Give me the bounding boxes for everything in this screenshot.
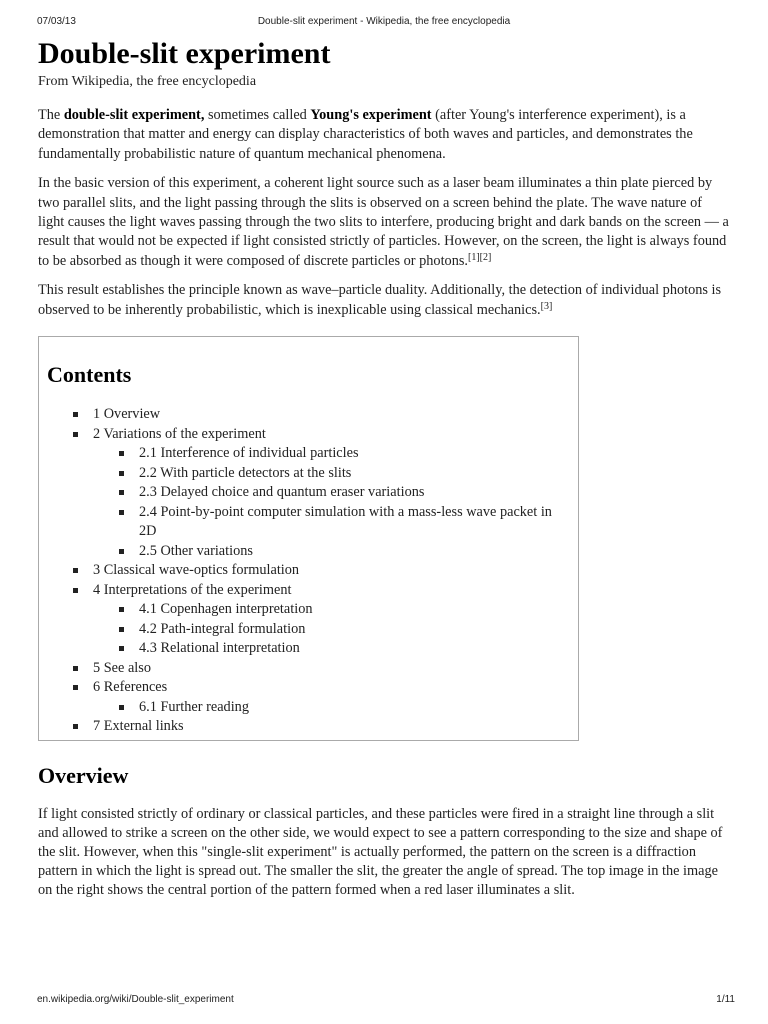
toc-list	[47, 405, 570, 737]
toc-subitem-label: 2.3 Delayed choice and quantum eraser variations	[139, 484, 425, 501]
bullet-icon	[73, 666, 78, 671]
page-title: Double-slit experiment	[38, 37, 331, 70]
print-url: en.wikipedia.org/wiki/Double-slit_experiment	[37, 994, 234, 1005]
toc-item-label: 3 Classical wave-optics formulation	[93, 562, 300, 579]
toc-item[interactable]	[47, 425, 570, 562]
bullet-icon	[119, 627, 124, 632]
toc-item[interactable]	[47, 405, 570, 425]
bullet-icon	[119, 510, 124, 515]
toc-subitem-label: 2.2 With particle detectors at the slits	[139, 464, 352, 481]
section-heading-overview: Overview	[38, 763, 129, 789]
site-subtitle: From Wikipedia, the free encyclopedia	[38, 74, 257, 89]
bullet-icon	[73, 685, 78, 690]
toc-subitem-label: 2.5 Other variations	[139, 542, 253, 559]
intro-p1-pre: The	[38, 107, 64, 123]
toc-subitem-label: 6.1 Further reading	[139, 698, 249, 715]
overview-paragraph: If light consisted strictly of ordinary or classical particles, and these particles were fired in a straight line through a slit and allowed to strike a screen on the other side, we would expect to see a pattern corresponding to the size and shape of the slit. However, when this "single-slit experiment" is actually performed, the pattern on the screen is a diffraction pattern in which the light is spread out. The smaller the slit, the greater the angle of spread. The top image in the image on the right shows the central portion of the pattern formed when a red laser illuminates a slit.	[38, 806, 723, 899]
bullet-icon	[73, 432, 78, 437]
bold-term-double-slit: double-slit experiment,	[63, 107, 205, 123]
toc-item-label: 7 External links	[93, 718, 184, 735]
bullet-icon	[119, 549, 124, 554]
toc-item-label: 5 See also	[93, 659, 151, 676]
bullet-icon	[119, 471, 124, 476]
toc-sublist	[93, 698, 570, 718]
bold-term-youngs: Young's experiment	[310, 107, 432, 123]
toc-subitem-label: 4.3 Relational interpretation	[139, 640, 300, 657]
toc-subitem[interactable]	[129, 503, 570, 542]
toc-subitem[interactable]	[129, 444, 570, 464]
toc-item-label: 6 References	[93, 679, 168, 696]
print-page-title: Double-slit experiment - Wikipedia, the free encyclopedia	[257, 16, 511, 27]
intro-p3-text: This result establishes the principle known as wave–particle duality. Additionally, the detection of individual photons is observed to be inherently probabilistic, which is inexplicable using classical mechanics.	[38, 282, 722, 318]
toc-item-label: 4 Interpretations of the experiment	[93, 581, 292, 598]
toc-subitem-label: 2.4 Point-by-point computer simulation with a mass-less wave packet in 2D	[139, 503, 552, 540]
bullet-icon	[119, 490, 124, 495]
bullet-icon	[119, 607, 124, 612]
toc-item[interactable]	[47, 581, 570, 659]
intro-paragraph-2	[38, 174, 730, 271]
bullet-icon	[119, 451, 124, 456]
table-of-contents	[38, 336, 579, 741]
toc-subitem[interactable]	[129, 620, 570, 640]
toc-item[interactable]	[47, 561, 570, 581]
toc-subitem-label: 4.2 Path-integral formulation	[139, 620, 306, 637]
print-date: 07/03/13	[37, 16, 76, 27]
citation-link[interactable]: [3]	[540, 300, 553, 312]
print-header	[0, 16, 768, 30]
citation-link[interactable]: [1][2]	[467, 251, 492, 263]
article-content	[38, 36, 730, 900]
bullet-icon	[73, 724, 78, 729]
toc-subitem[interactable]	[129, 639, 570, 659]
bullet-icon	[119, 705, 124, 710]
toc-item-label: 1 Overview	[93, 406, 161, 423]
print-page-number: 1/11	[716, 994, 735, 1005]
toc-item-label: 2 Variations of the experiment	[93, 425, 266, 442]
toc-subitem[interactable]	[129, 600, 570, 620]
intro-p1-mid: sometimes called	[204, 107, 311, 123]
intro-paragraph-1	[38, 106, 730, 164]
toc-subitem[interactable]	[129, 464, 570, 484]
toc-title: Contents	[47, 362, 132, 388]
toc-item[interactable]	[47, 678, 570, 717]
toc-subitem[interactable]	[129, 698, 570, 718]
print-footer	[0, 994, 768, 1008]
bullet-icon	[73, 588, 78, 593]
bullet-icon	[119, 646, 124, 651]
toc-item[interactable]	[47, 659, 570, 679]
bullet-icon	[73, 568, 78, 573]
intro-p2-text: In the basic version of this experiment, a coherent light source such as a laser beam illuminates a thin plate pierced by two parallel slits, and the light passing through the slits is observed on a screen behind the plate. The wave nature of light causes the light waves passing through the two slits to interfere, producing bright and dark bands on the screen — a result that would not be expected if light consisted strictly of particles. However, on the screen, the light is always found to be absorbed as though it were composed of discrete particles or photons.	[38, 175, 729, 269]
toc-item[interactable]	[47, 717, 570, 737]
intro-p1-post: (after Young's interference experiment), is a demonstration that matter and energy can display characteristics of both waves and particles, and demonstrates the fundamentally probabilistic nature of quantum mechanical phenomena.	[38, 107, 693, 162]
toc-sublist	[93, 600, 570, 659]
toc-subitem[interactable]	[129, 542, 570, 562]
toc-sublist	[93, 444, 570, 561]
intro-paragraph-3	[38, 281, 730, 320]
bullet-icon	[73, 412, 78, 417]
toc-subitem[interactable]	[129, 483, 570, 503]
toc-subitem-label: 4.1 Copenhagen interpretation	[139, 601, 313, 618]
toc-subitem-label: 2.1 Interference of individual particles	[139, 445, 359, 462]
